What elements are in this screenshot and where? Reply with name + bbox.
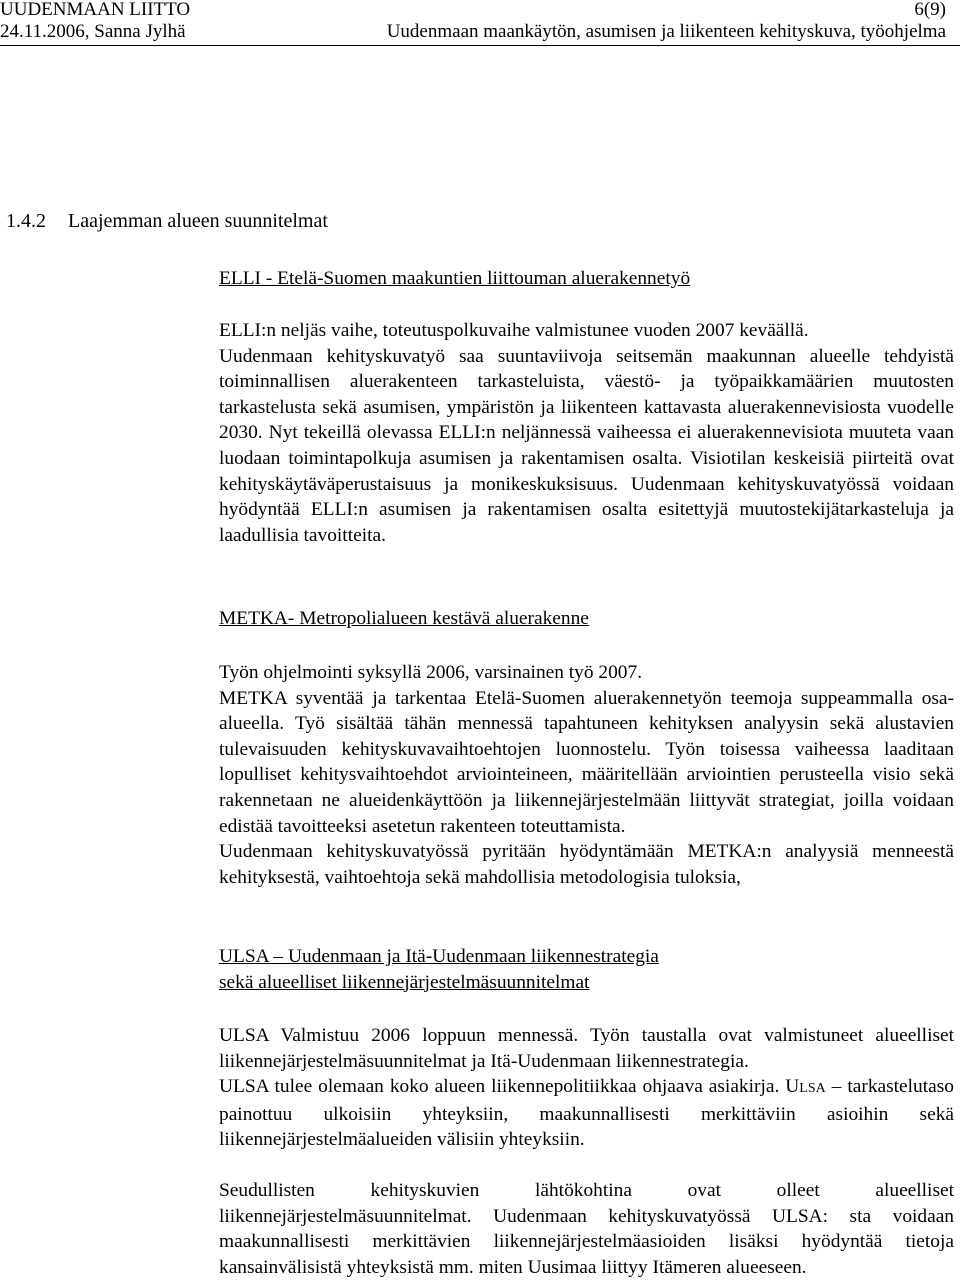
section-number: 1.4.2 xyxy=(6,210,46,232)
ulsa-title-line-2: sekä alueelliset liikennejärjestelmäsuunnitelmat xyxy=(219,971,590,993)
metka-paragraph-1: METKA syventää ja tarkentaa Etelä-Suomen aluerakennetyön teemoja suppeammalla osa-alueella. Työ sisältää tähän mennessä tapahtuneen kehityksen analyysin sekä alustavien tulevaisuuden kehityskuvavaihtoehtojen luonnostelu. Työn toisessa vaiheessa laaditaan lopulliset kehitysvaihtoehdot arviointeineen, määritellään arviointien perusteella visio sekä rakennetaan ne alueidenkäyttöön ja liikennejärjestelmään liittyvät strategiat, joilla voidaan edistää tavoitteeksi asetetun rakenteen toteuttamista. xyxy=(219,687,954,837)
document-title: Uudenmaan maankäytön, asumisen ja liikenteen kehityskuva, työohjelma xyxy=(386,21,946,42)
ulsa-paragraph-1: ULSA Valmistuu 2006 loppuun mennessä. Työn taustalla ovat valmistuneet alueelliset liikennejärjestelmäsuunnitelmat ja Itä-Uudenmaan liikennestrategia. xyxy=(219,1025,954,1072)
section-heading xyxy=(6,210,328,233)
elli-paragraph: Uudenmaan kehityskuvatyö saa suuntaviivoja seitsemän maakunnan alueelle tehdyistä toiminnallisen aluerakenteen tarkasteluista, väestö- ja työpaikkamäärien muutosten tarkastelusta sekä asumisen, ympäristön ja liikenteen kattavasta aluerakennevisiosta vuodelle 2030. Nyt tekeillä olevassa ELLI:n neljännessä vaiheessa ei aluerakennevisiota muuteta vaan luodaan toimintapolkuja asumisen ja rakentamisen osalta. Visiotilan keskeisiä piirteitä ovat kehityskäytäväperustaisuus ja monikeskuksisuus. Uudenmaan kehityskuvatyössä voidaan hyödyntää ELLI:n asumisen ja rakentamisen osalta esitettyjä muutostekijätarkasteluja ja laadullisia tavoitteita. xyxy=(219,345,954,546)
date-author: 24.11.2006, Sanna Jylhä xyxy=(0,21,186,42)
ulsa-paragraph-3: Seudullisten kehityskuvien lähtökohtina ovat olleet alueelliset liikennejärjestelmäsuunnitelmat. Uudenmaan kehityskuvatyössä ULSA: sta voidaan maakunnallisesti merkittävien liikennejärjestelmäasioiden lisäksi hyödyntää tietoja kansainvälisistä yhteyksistä mm. miten Uusimaa liittyy Itämeren alueeseen. xyxy=(219,1180,954,1278)
ulsa-paragraph-2-start: ULSA tulee olemaan koko alueen liikennepolitiikkaa ohjaava asiakirja. U xyxy=(219,1076,800,1098)
metka-paragraph-2: Uudenmaan kehityskuvatyössä pyritään hyödyntämään METKA:n analyysiä menneestä kehityksestä, vaihtoehtoja sekä mahdollisia metodologisia tuloksia, xyxy=(219,841,954,888)
section-title: Laajemman alueen suunnitelmat xyxy=(68,210,328,232)
elli-line: ELLI:n neljäs vaihe, toteutuspolkuvaihe valmistunee vuoden 2007 keväällä. xyxy=(219,320,809,341)
ulsa-title-line-1: ULSA – Uudenmaan ja Itä-Uudenmaan liikennestrategia xyxy=(219,946,659,967)
ulsa-smallcaps: LSA xyxy=(799,1081,826,1097)
page-number: 6(9) xyxy=(914,0,946,20)
elli-title-block xyxy=(219,266,954,292)
ulsa-paragraph-2 xyxy=(219,1074,954,1153)
metka-line: Työn ohjelmointi syksyllä 2006, varsinainen työ 2007. xyxy=(219,662,643,683)
metka-title: METKA- Metropolialueen kestävä aluerakenne xyxy=(219,608,589,629)
org-name: UUDENMAAN LIITTO xyxy=(0,0,191,20)
metka-section xyxy=(219,660,954,890)
ulsa-title-block xyxy=(219,944,954,995)
ulsa-paragraph-2-end: – tarkastelutaso painottuu ulkoisiin yhteyksiin, maakunnallisesti merkittäviin asioihin sekä liikennejärjestelmäalueiden välisiin yhteyksiin. xyxy=(219,1076,954,1151)
ulsa-section xyxy=(219,1023,954,1153)
ulsa-section-2 xyxy=(219,1178,954,1280)
elli-section xyxy=(219,318,954,548)
metka-title-block xyxy=(219,606,954,632)
header-rule xyxy=(0,45,960,46)
elli-title: ELLI - Etelä-Suomen maakuntien liittouman aluerakennetyö xyxy=(219,268,691,289)
